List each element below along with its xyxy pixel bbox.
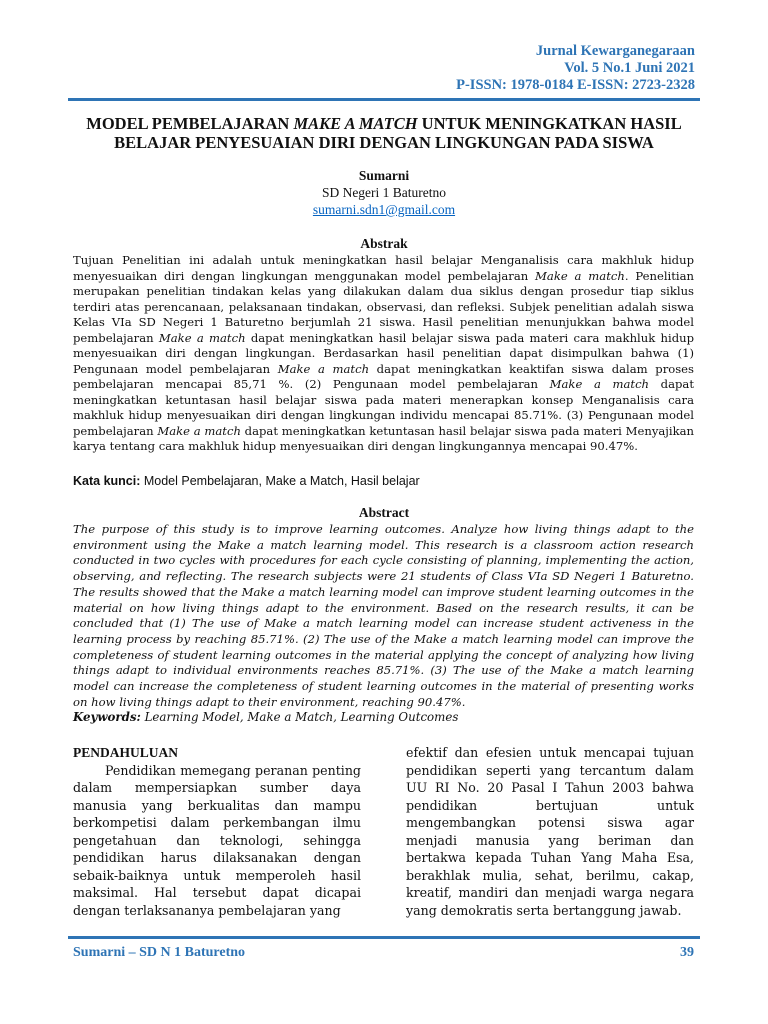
- journal-name: Jurnal Kewarganegaraan: [535, 43, 695, 59]
- author-email-link[interactable]: sumarni.sdn1@gmail.com: [312, 202, 456, 217]
- title-part-2: UNTUK MENINGKATKAN HASIL BELAJAR PENYESUAIAN DIRI DENGAN LINGKUNGAN PADA SISWA: [114, 114, 682, 152]
- abstrak-text: . Penelitian merupakan penelitian tindakan kelas yang dilakukan dalam dua siklus dengan prosedur tiap siklus terdiri atas perencanaan, pelaksanaan tindakan, observasi, dan refleksi. Subjek penelitian adalah siswa Kelas VIa SD Negeri 1 Baturetno berjumlah 21 siswa. Hasil penelitian menunjukkan bahwa model pembelajaran: [73, 268, 694, 345]
- abstrak-text: Tujuan Penelitian ini adalah untuk meningkatkan hasil belajar Menganalisis cara makhluk hidup menyesuaikan diri dengan lingkungan menggunakan model pembelajaran: [73, 253, 694, 283]
- title-italic: MAKE A MATCH: [293, 114, 418, 133]
- title-part-1: MODEL PEMBELAJARAN: [86, 114, 294, 133]
- journal-issn: P-ISSN: 1978-0184 E-ISSN: 2723-2328: [456, 77, 695, 93]
- keywords-text: Learning Model, Make a Match, Learning Outcomes: [140, 710, 459, 724]
- header-divider: [68, 98, 700, 101]
- abstrak-text: dapat meningkatkan keaktifan siswa dalam proses pembelajaran mencapai 85,71 %. (2) Pengunaan model pembelajaran: [73, 361, 694, 391]
- abstrak-italic: Make a match: [157, 423, 241, 438]
- page-footer: [73, 945, 694, 961]
- abstrak-italic: Make a match: [549, 377, 650, 391]
- abstract-body: The purpose of this study is to improve learning outcomes. Analyze how living things adapt to the environment using the Make a match learning model. This research is a classroom action research conducted in two cycles with procedures for each cycle consisting of planning, implementing the action, observing, and reflecting. The research subjects were 21 students of Class VIa SD Negeri 1 Baturetno. The results showed that the Make a match learning model can improve student learning outcomes in the material on how living things adapt to the environment. Based on the research results, it can be concluded that (1) The use of Make a match learning model can increase student activeness in the learning process by reaching 85.71%. (2) The use of the Make a match learning model can improve the completeness of student learning outcomes in the material applying the concept of analyzing how living things adapt to individual environments reaches 85.71%. (3) The use of the Make a match learning model can increase the completeness of student learning outcomes in the material of presenting works on how living things adapt to their environment, reaching 90.47%.: [73, 522, 694, 709]
- author-affiliation: SD Negeri 1 Baturetno: [321, 185, 447, 200]
- intro-right-column: efektif dan efesien untuk mencapai tujuan pendidikan seperti yang tercantum dalam UU RI No. 20 Pasal I Tahun 2003 bahwa pendidikan bertujuan untuk mengembangkan potensi siswa agar menjadi manusia yang beriman dan bertakwa kepada Tuhan Yang Maha Esa, berakhlak mulia, sehat, berilmu, cakap, kreatif, mandiri dan menjadi warga negara yang demokratis serta bertanggung jawab.: [406, 745, 694, 918]
- abstrak-text: dapat meningkatkan hasil belajar siswa pada materi cara makhluk hidup menyesuaikan diri dengan lingkungan. Berdasarkan hasil penelitian dapat disimpulkan bahwa (1) Pengunaan model pembelajaran: [73, 330, 694, 376]
- kata-kunci-label: Kata kunci:: [73, 474, 141, 488]
- footer-divider: [68, 936, 700, 939]
- intro-paragraph-left: Pendidikan memegang peranan penting dalam mempersiapkan sumber daya manusia yang berkualitas dan mampu berkompetisi dalam perkembangan ilmu pengetahuan dan teknologi, sehingga pendidikan harus dilaksanakan dengan sebaik-baiknya untuk memperoleh hasil maksimal. Hal tersebut dapat dicapai dengan terlaksananya pembelajaran yang: [73, 762, 361, 918]
- author-name: Sumarni: [358, 168, 410, 183]
- page-number: 39: [680, 945, 694, 960]
- journal-header: [456, 43, 695, 94]
- kata-kunci-text: Model Pembelajaran, Make a Match, Hasil belajar: [140, 474, 420, 488]
- author-block: [70, 167, 698, 218]
- abstrak-text: dapat meningkatkan ketuntasan hasil belajar siswa pada materi Menyajikan karya tentang cara makhluk hidup menyesuaikan diri dengan lingkungannya mencapai 90.47%.: [73, 423, 694, 453]
- abstrak-heading: Abstrak: [360, 236, 408, 251]
- journal-volume: Vol. 5 No.1 Juni 2021: [564, 60, 695, 76]
- abstrak-body: [73, 253, 694, 455]
- kata-kunci: [73, 474, 694, 488]
- paper-title: [70, 114, 698, 152]
- abstrak-italic: Make a match: [535, 268, 625, 283]
- abstract-heading: Abstract: [358, 505, 410, 520]
- keywords: [73, 710, 694, 724]
- abstrak-italic: Make a match: [158, 330, 246, 345]
- keywords-label: Keywords:: [73, 710, 141, 724]
- pendahuluan-heading: PENDAHULUAN: [73, 745, 179, 760]
- footer-author: Sumarni – SD N 1 Baturetno: [73, 945, 246, 960]
- abstrak-italic: Make a match: [277, 361, 370, 376]
- abstrak-text: dapat meningkatkan ketuntasan hasil belajar siswa pada materi menerapkan konsep Menganalisis cara makhluk hidup menyesuaikan diri dengan lingkungan individu mencapai 85.71%. (3) Pengunaan model pembelajaran: [73, 377, 694, 438]
- intro-left-column: [73, 744, 361, 919]
